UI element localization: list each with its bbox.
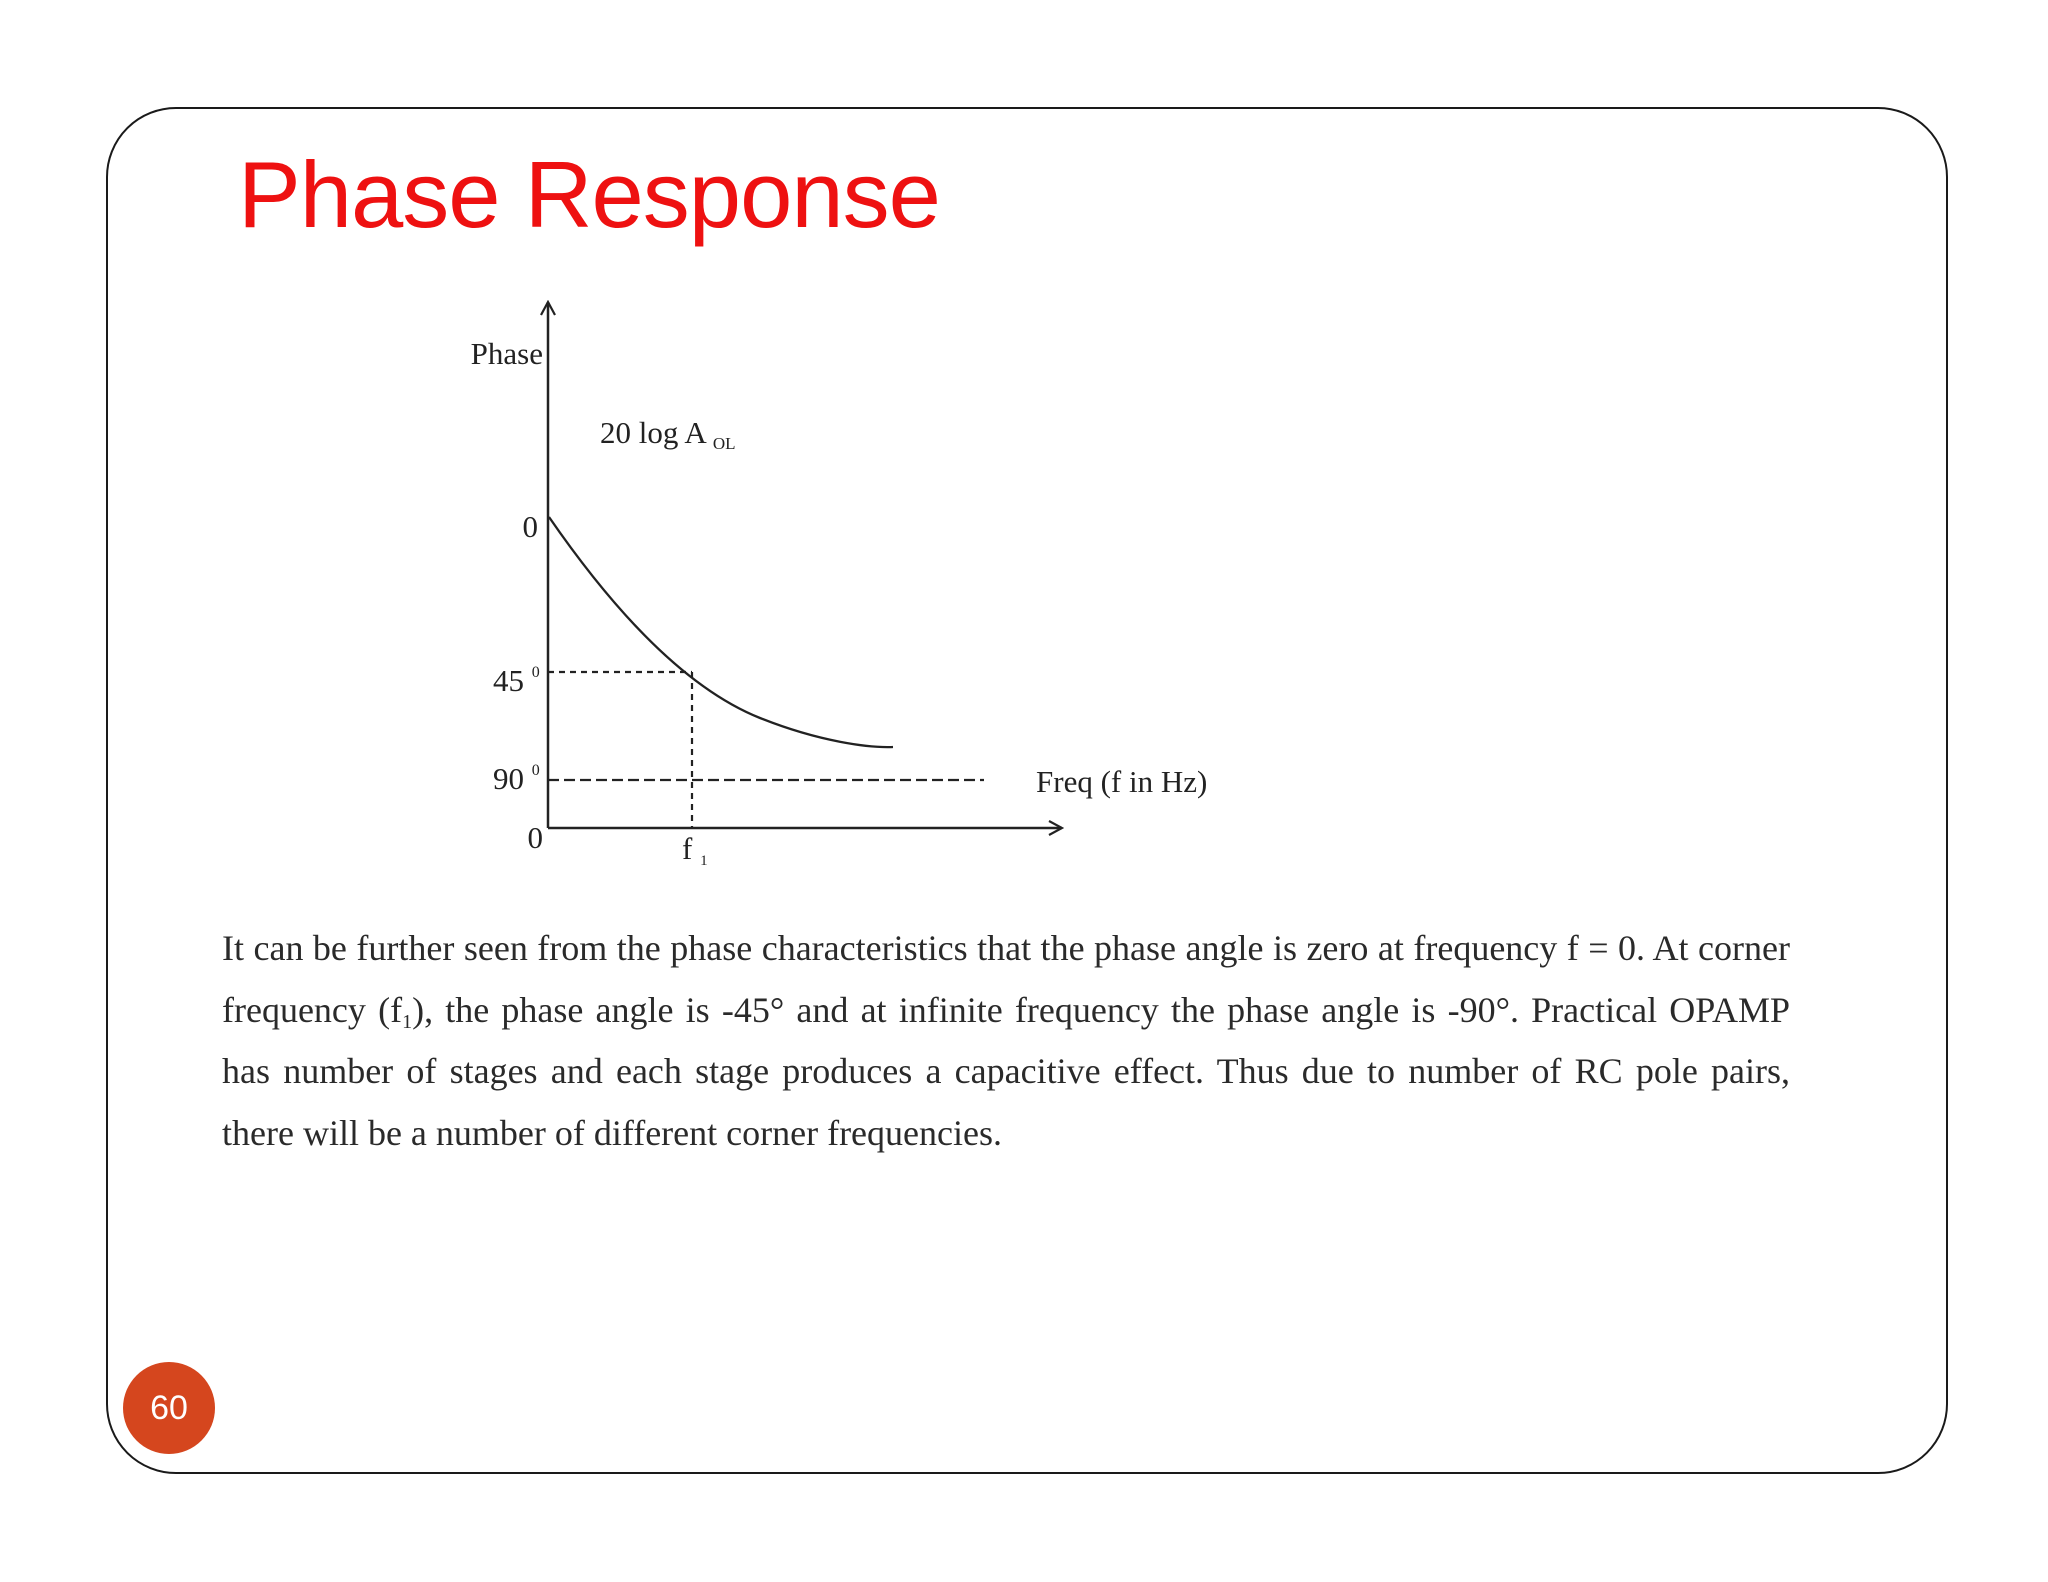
page-number: 60 bbox=[150, 1388, 188, 1427]
y-tick-forty-five-value: 45 bbox=[493, 663, 524, 698]
x-tick-f-sub: 1 bbox=[700, 853, 708, 869]
y-tick-ninety-value: 90 bbox=[493, 761, 524, 796]
degree-mark: 0 bbox=[531, 762, 540, 779]
y-axis-label: Phase bbox=[470, 336, 543, 371]
curve-label-main: 20 log A bbox=[600, 415, 706, 450]
curve-label-sub: OL bbox=[712, 434, 736, 453]
y-tick-forty-five bbox=[493, 663, 540, 698]
phase-curve bbox=[549, 517, 893, 747]
x-tick-corner-frequency bbox=[682, 831, 708, 869]
y-tick-zero-origin: 0 bbox=[527, 820, 543, 855]
x-axis-label: Freq (f in Hz) bbox=[1036, 764, 1208, 799]
degree-mark: 0 bbox=[531, 664, 540, 681]
paragraph-part-1: It can be further seen from the phase characteristics that the phase angle is zero at frequency f = 0. At corner frequency (f bbox=[222, 928, 1790, 1030]
y-tick-zero-top: 0 bbox=[522, 509, 538, 544]
explanation-paragraph bbox=[222, 918, 1790, 1164]
y-tick-ninety bbox=[493, 761, 540, 796]
slide-title: Phase Response bbox=[238, 142, 940, 247]
paragraph-part-2: ), the phase angle is -45° and at infinite frequency the phase angle is -90°. Practical OPAMP has number of stages and each stage produces a capacitive effect. Thus due to number of RC pole pairs, there will be a number of different corner frequencies. bbox=[222, 989, 1791, 1153]
curve-label bbox=[600, 415, 736, 453]
paragraph-subscript: 1 bbox=[402, 1010, 413, 1033]
x-tick-f: f bbox=[682, 831, 693, 866]
page-number-badge bbox=[123, 1362, 215, 1454]
